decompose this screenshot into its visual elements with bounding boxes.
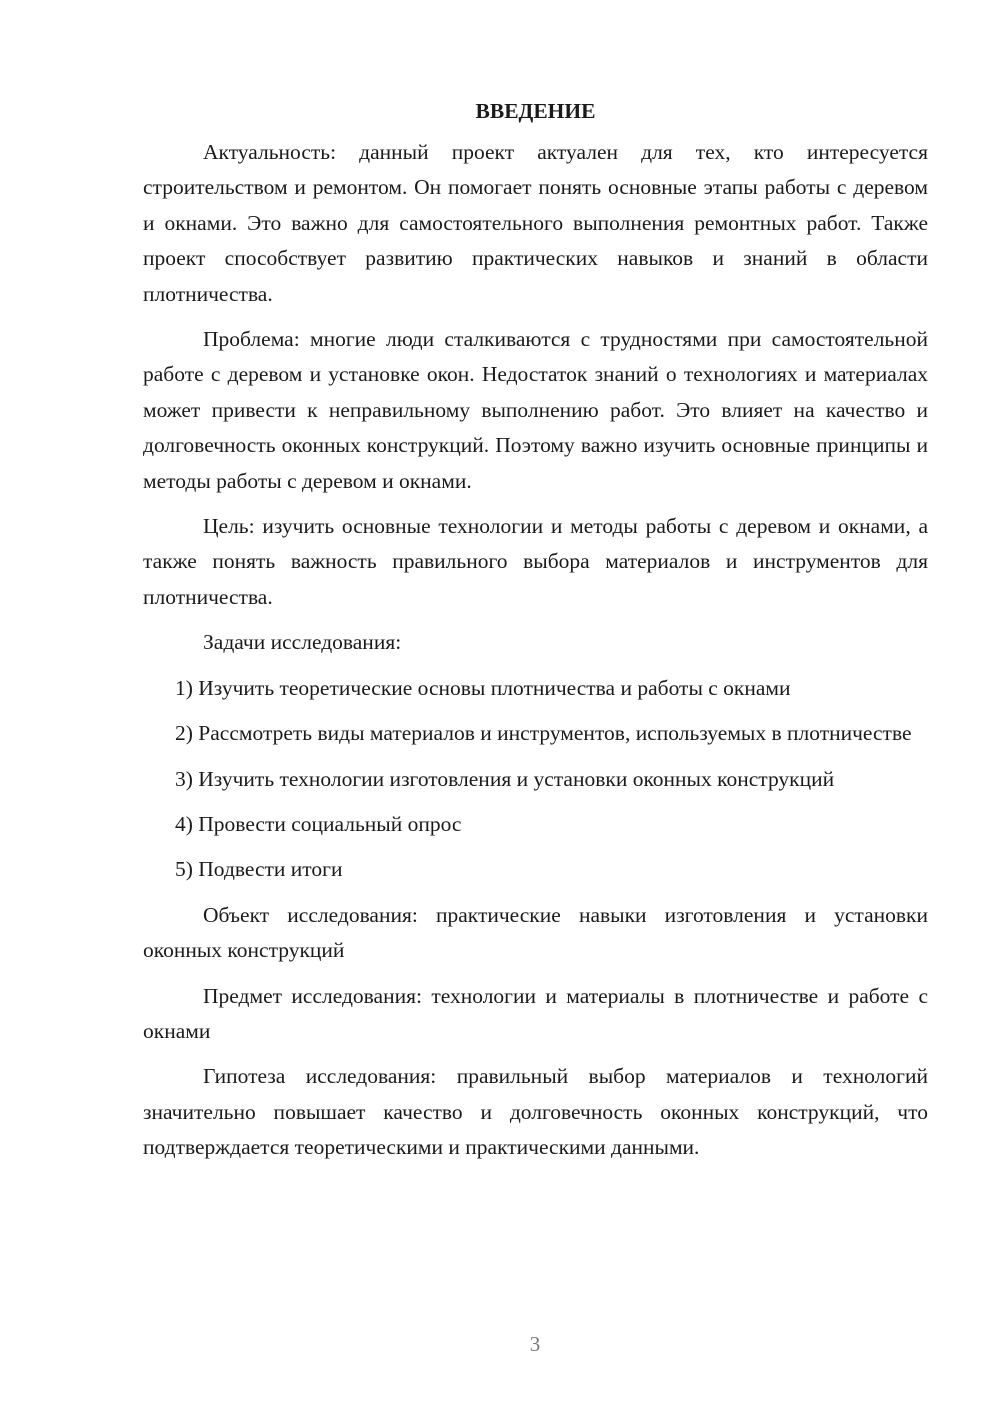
task-item-3: 3) Изучить технологии изготовления и установки оконных конструкций (175, 766, 835, 791)
subject-paragraph: Предмет исследования: технологии и материалы в плотничестве и работе с окнами (143, 983, 928, 1043)
hypothesis-paragraph: Гипотеза исследования: правильный выбор материалов и технологий значительно повышает качество и долговечность оконных конструкций, что подтверждается теоретическими и практическими данными. (143, 1064, 928, 1160)
object-paragraph: Объект исследования: практические навыки изготовления и установки оконных конструкций (143, 902, 928, 963)
problem-paragraph: Проблема: многие люди сталкиваются с трудностями при самостоятельной работе с деревом и установке окон. Недостаток знаний о технологиях и материалах может привести к неправильному выполнению работ. Это влияет на качество и долговечность оконных конструкций. Поэтому важно изучить основные принципы и методы работы с деревом и окнами. (143, 327, 928, 493)
relevance-paragraph: Актуальность: данный проект актуален для тех, кто интересуется строительством и ремонтом. Он помогает понять основные этапы работы с деревом и окнами. Это важно для самостоятельного выполнения ремонтных работ. Также проект способствует развитию практических навыков и знаний в области плотничества. (143, 140, 928, 306)
document-page (143, 96, 928, 1176)
tasks-heading: Задачи исследования: (203, 630, 402, 655)
task-item-2: 2) Рассмотреть виды материалов и инструментов, используемых в плотничестве (175, 721, 912, 746)
page-title: ВВЕДЕНИЕ (475, 99, 596, 123)
task-item-1: 1) Изучить теоретические основы плотничества и работы с окнами (175, 675, 791, 700)
goal-paragraph: Цель: изучить основные технологии и методы работы с деревом и окнами, а также понять важность правильного выбора материалов и инструментов для плотничества. (143, 514, 928, 609)
task-item-5: 5) Подвести итоги (175, 857, 343, 882)
task-item-4: 4) Провести социальный опрос (175, 811, 462, 836)
page-number: 3 (529, 1332, 541, 1356)
